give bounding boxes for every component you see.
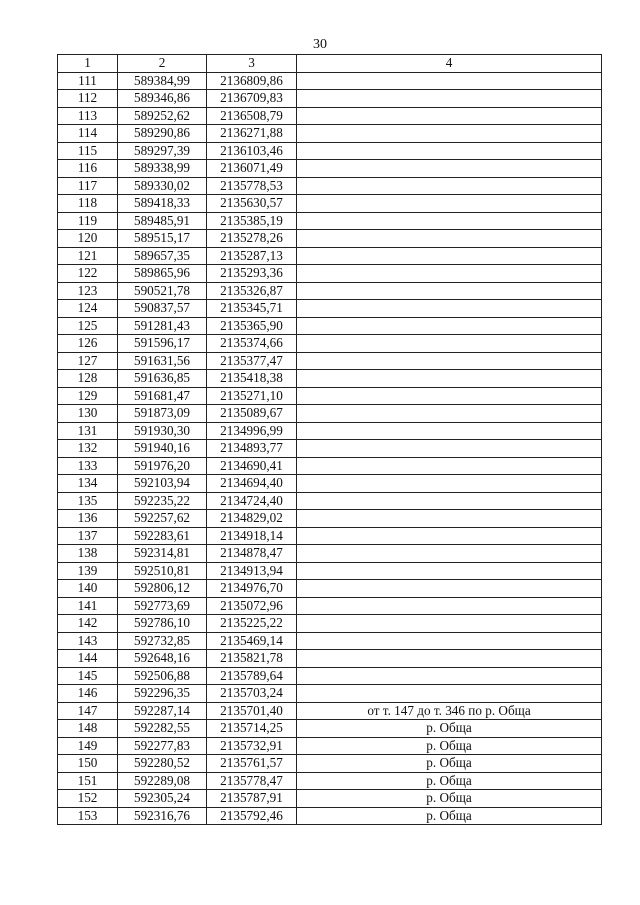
description-cell: [297, 335, 602, 353]
description-cell: р. Обща: [297, 790, 602, 808]
point-number-cell: 122: [58, 265, 118, 283]
y-coordinate-cell: 2135787,91: [207, 790, 297, 808]
point-number-cell: 126: [58, 335, 118, 353]
x-coordinate-cell: 592103,94: [118, 475, 207, 493]
point-number-cell: 148: [58, 720, 118, 738]
point-number-cell: 153: [58, 807, 118, 825]
table-row: [58, 177, 602, 195]
y-coordinate-cell: 2135287,13: [207, 247, 297, 265]
table-row: [58, 545, 602, 563]
table-row: [58, 387, 602, 405]
description-cell: [297, 440, 602, 458]
table-row: [58, 737, 602, 755]
point-number-cell: 137: [58, 527, 118, 545]
description-cell: [297, 160, 602, 178]
x-coordinate-cell: 592314,81: [118, 545, 207, 563]
column-header-point: 1: [58, 55, 118, 73]
x-coordinate-cell: 589657,35: [118, 247, 207, 265]
description-cell: [297, 265, 602, 283]
point-number-cell: 152: [58, 790, 118, 808]
x-coordinate-cell: 589865,96: [118, 265, 207, 283]
y-coordinate-cell: 2135345,71: [207, 300, 297, 318]
column-header-y: 3: [207, 55, 297, 73]
y-coordinate-cell: 2135293,36: [207, 265, 297, 283]
y-coordinate-cell: 2135225,22: [207, 615, 297, 633]
y-coordinate-cell: 2134829,02: [207, 510, 297, 528]
description-cell: [297, 405, 602, 423]
description-cell: [297, 387, 602, 405]
description-cell: [297, 475, 602, 493]
table-row: [58, 807, 602, 825]
table-row: [58, 667, 602, 685]
table-row: [58, 475, 602, 493]
x-coordinate-cell: 592506,88: [118, 667, 207, 685]
x-coordinate-cell: 589290,86: [118, 125, 207, 143]
point-number-cell: 127: [58, 352, 118, 370]
table-row: [58, 265, 602, 283]
table-row: [58, 352, 602, 370]
x-coordinate-cell: 592305,24: [118, 790, 207, 808]
y-coordinate-cell: 2135326,87: [207, 282, 297, 300]
y-coordinate-cell: 2134893,77: [207, 440, 297, 458]
point-number-cell: 136: [58, 510, 118, 528]
x-coordinate-cell: 591976,20: [118, 457, 207, 475]
point-number-cell: 139: [58, 562, 118, 580]
description-cell: [297, 597, 602, 615]
description-cell: [297, 492, 602, 510]
x-coordinate-cell: 591636,85: [118, 370, 207, 388]
x-coordinate-cell: 592806,12: [118, 580, 207, 598]
y-coordinate-cell: 2135278,26: [207, 230, 297, 248]
description-cell: [297, 247, 602, 265]
y-coordinate-cell: 2135469,14: [207, 632, 297, 650]
table-row: [58, 615, 602, 633]
table-row: [58, 457, 602, 475]
y-coordinate-cell: 2135418,38: [207, 370, 297, 388]
description-cell: р. Обща: [297, 807, 602, 825]
point-number-cell: 130: [58, 405, 118, 423]
point-number-cell: 113: [58, 107, 118, 125]
y-coordinate-cell: 2135377,47: [207, 352, 297, 370]
y-coordinate-cell: 2134694,40: [207, 475, 297, 493]
y-coordinate-cell: 2134976,70: [207, 580, 297, 598]
table-row: [58, 212, 602, 230]
description-cell: [297, 650, 602, 668]
point-number-cell: 118: [58, 195, 118, 213]
y-coordinate-cell: 2135789,64: [207, 667, 297, 685]
table-row: [58, 527, 602, 545]
point-number-cell: 129: [58, 387, 118, 405]
description-cell: [297, 212, 602, 230]
point-number-cell: 133: [58, 457, 118, 475]
y-coordinate-cell: 2135630,57: [207, 195, 297, 213]
x-coordinate-cell: 589330,02: [118, 177, 207, 195]
x-coordinate-cell: 592316,76: [118, 807, 207, 825]
x-coordinate-cell: 592277,83: [118, 737, 207, 755]
description-cell: [297, 177, 602, 195]
point-number-cell: 150: [58, 755, 118, 773]
table-row: [58, 370, 602, 388]
table-row: [58, 125, 602, 143]
description-cell: [297, 370, 602, 388]
x-coordinate-cell: 591631,56: [118, 352, 207, 370]
x-coordinate-cell: 592786,10: [118, 615, 207, 633]
y-coordinate-cell: 2135778,53: [207, 177, 297, 195]
point-number-cell: 147: [58, 702, 118, 720]
point-number-cell: 141: [58, 597, 118, 615]
x-coordinate-cell: 592289,08: [118, 772, 207, 790]
description-cell: р. Обща: [297, 737, 602, 755]
y-coordinate-cell: 2136271,88: [207, 125, 297, 143]
coordinates-table: [57, 54, 602, 825]
description-cell: р. Обща: [297, 772, 602, 790]
point-number-cell: 132: [58, 440, 118, 458]
table-row: [58, 650, 602, 668]
table-row: [58, 720, 602, 738]
y-coordinate-cell: 2136709,83: [207, 90, 297, 108]
description-cell: [297, 195, 602, 213]
x-coordinate-cell: 592648,16: [118, 650, 207, 668]
description-cell: [297, 545, 602, 563]
point-number-cell: 117: [58, 177, 118, 195]
table-row: [58, 510, 602, 528]
description-cell: [297, 632, 602, 650]
x-coordinate-cell: 592283,61: [118, 527, 207, 545]
x-coordinate-cell: 589485,91: [118, 212, 207, 230]
description-cell: [297, 72, 602, 90]
table-row: [58, 160, 602, 178]
point-number-cell: 151: [58, 772, 118, 790]
point-number-cell: 124: [58, 300, 118, 318]
description-cell: [297, 317, 602, 335]
description-cell: [297, 580, 602, 598]
x-coordinate-cell: 592510,81: [118, 562, 207, 580]
point-number-cell: 143: [58, 632, 118, 650]
column-header-description: 4: [297, 55, 602, 73]
x-coordinate-cell: 589418,33: [118, 195, 207, 213]
x-coordinate-cell: 590521,78: [118, 282, 207, 300]
point-number-cell: 116: [58, 160, 118, 178]
y-coordinate-cell: 2134878,47: [207, 545, 297, 563]
x-coordinate-cell: 589252,62: [118, 107, 207, 125]
description-cell: [297, 352, 602, 370]
point-number-cell: 131: [58, 422, 118, 440]
description-cell: [297, 667, 602, 685]
table-row: [58, 405, 602, 423]
table-row: [58, 790, 602, 808]
y-coordinate-cell: 2135089,67: [207, 405, 297, 423]
point-number-cell: 134: [58, 475, 118, 493]
point-number-cell: 125: [58, 317, 118, 335]
point-number-cell: 112: [58, 90, 118, 108]
y-coordinate-cell: 2135374,66: [207, 335, 297, 353]
x-coordinate-cell: 592235,22: [118, 492, 207, 510]
table-row: [58, 685, 602, 703]
table-row: [58, 195, 602, 213]
table-row: [58, 335, 602, 353]
y-coordinate-cell: 2135821,78: [207, 650, 297, 668]
point-number-cell: 138: [58, 545, 118, 563]
point-number-cell: 114: [58, 125, 118, 143]
description-cell: р. Обща: [297, 720, 602, 738]
x-coordinate-cell: 589346,86: [118, 90, 207, 108]
table-row: [58, 300, 602, 318]
y-coordinate-cell: 2134690,41: [207, 457, 297, 475]
y-coordinate-cell: 2136508,79: [207, 107, 297, 125]
x-coordinate-cell: 590837,57: [118, 300, 207, 318]
description-cell: [297, 230, 602, 248]
x-coordinate-cell: 592296,35: [118, 685, 207, 703]
y-coordinate-cell: 2134913,94: [207, 562, 297, 580]
x-coordinate-cell: 589297,39: [118, 142, 207, 160]
point-number-cell: 145: [58, 667, 118, 685]
point-number-cell: 146: [58, 685, 118, 703]
table-row: [58, 580, 602, 598]
table-row: [58, 282, 602, 300]
x-coordinate-cell: 591681,47: [118, 387, 207, 405]
description-cell: [297, 527, 602, 545]
description-cell: [297, 300, 602, 318]
y-coordinate-cell: 2135072,96: [207, 597, 297, 615]
y-coordinate-cell: 2136071,49: [207, 160, 297, 178]
y-coordinate-cell: 2135792,46: [207, 807, 297, 825]
point-number-cell: 121: [58, 247, 118, 265]
x-coordinate-cell: 592773,69: [118, 597, 207, 615]
description-cell: [297, 510, 602, 528]
x-coordinate-cell: 591930,30: [118, 422, 207, 440]
table-row: [58, 230, 602, 248]
point-number-cell: 140: [58, 580, 118, 598]
point-number-cell: 115: [58, 142, 118, 160]
description-cell: [297, 615, 602, 633]
point-number-cell: 149: [58, 737, 118, 755]
y-coordinate-cell: 2135761,57: [207, 755, 297, 773]
y-coordinate-cell: 2135701,40: [207, 702, 297, 720]
x-coordinate-cell: 591596,17: [118, 335, 207, 353]
table-row: [58, 755, 602, 773]
description-cell: от т. 147 до т. 346 по р. Обща: [297, 702, 602, 720]
y-coordinate-cell: 2135385,19: [207, 212, 297, 230]
table-row: [58, 562, 602, 580]
x-coordinate-cell: 589384,99: [118, 72, 207, 90]
x-coordinate-cell: 592287,14: [118, 702, 207, 720]
x-coordinate-cell: 589338,99: [118, 160, 207, 178]
table-row: [58, 772, 602, 790]
table-row: [58, 72, 602, 90]
table-row: [58, 422, 602, 440]
x-coordinate-cell: 592282,55: [118, 720, 207, 738]
point-number-cell: 119: [58, 212, 118, 230]
description-cell: р. Обща: [297, 755, 602, 773]
table-row: [58, 597, 602, 615]
y-coordinate-cell: 2135365,90: [207, 317, 297, 335]
y-coordinate-cell: 2135714,25: [207, 720, 297, 738]
y-coordinate-cell: 2135732,91: [207, 737, 297, 755]
description-cell: [297, 562, 602, 580]
description-cell: [297, 685, 602, 703]
description-cell: [297, 125, 602, 143]
x-coordinate-cell: 591940,16: [118, 440, 207, 458]
table-row: [58, 107, 602, 125]
description-cell: [297, 457, 602, 475]
table-row: [58, 440, 602, 458]
point-number-cell: 144: [58, 650, 118, 668]
page-number: 30: [313, 37, 327, 52]
y-coordinate-cell: 2134918,14: [207, 527, 297, 545]
y-coordinate-cell: 2134996,99: [207, 422, 297, 440]
table-row: [58, 142, 602, 160]
y-coordinate-cell: 2135271,10: [207, 387, 297, 405]
point-number-cell: 142: [58, 615, 118, 633]
table-body: [58, 72, 602, 825]
y-coordinate-cell: 2135778,47: [207, 772, 297, 790]
y-coordinate-cell: 2135703,24: [207, 685, 297, 703]
description-cell: [297, 422, 602, 440]
point-number-cell: 123: [58, 282, 118, 300]
description-cell: [297, 90, 602, 108]
x-coordinate-cell: 591873,09: [118, 405, 207, 423]
x-coordinate-cell: 592257,62: [118, 510, 207, 528]
y-coordinate-cell: 2136809,86: [207, 72, 297, 90]
y-coordinate-cell: 2136103,46: [207, 142, 297, 160]
x-coordinate-cell: 591281,43: [118, 317, 207, 335]
y-coordinate-cell: 2134724,40: [207, 492, 297, 510]
table-row: [58, 492, 602, 510]
x-coordinate-cell: 592280,52: [118, 755, 207, 773]
description-cell: [297, 142, 602, 160]
point-number-cell: 111: [58, 72, 118, 90]
description-cell: [297, 282, 602, 300]
table-row: [58, 317, 602, 335]
point-number-cell: 135: [58, 492, 118, 510]
table-row: [58, 90, 602, 108]
x-coordinate-cell: 589515,17: [118, 230, 207, 248]
table-row: [58, 702, 602, 720]
point-number-cell: 128: [58, 370, 118, 388]
column-header-x: 2: [118, 55, 207, 73]
table-row: [58, 247, 602, 265]
table-row: [58, 632, 602, 650]
description-cell: [297, 107, 602, 125]
table-header-row: [58, 55, 602, 73]
x-coordinate-cell: 592732,85: [118, 632, 207, 650]
point-number-cell: 120: [58, 230, 118, 248]
